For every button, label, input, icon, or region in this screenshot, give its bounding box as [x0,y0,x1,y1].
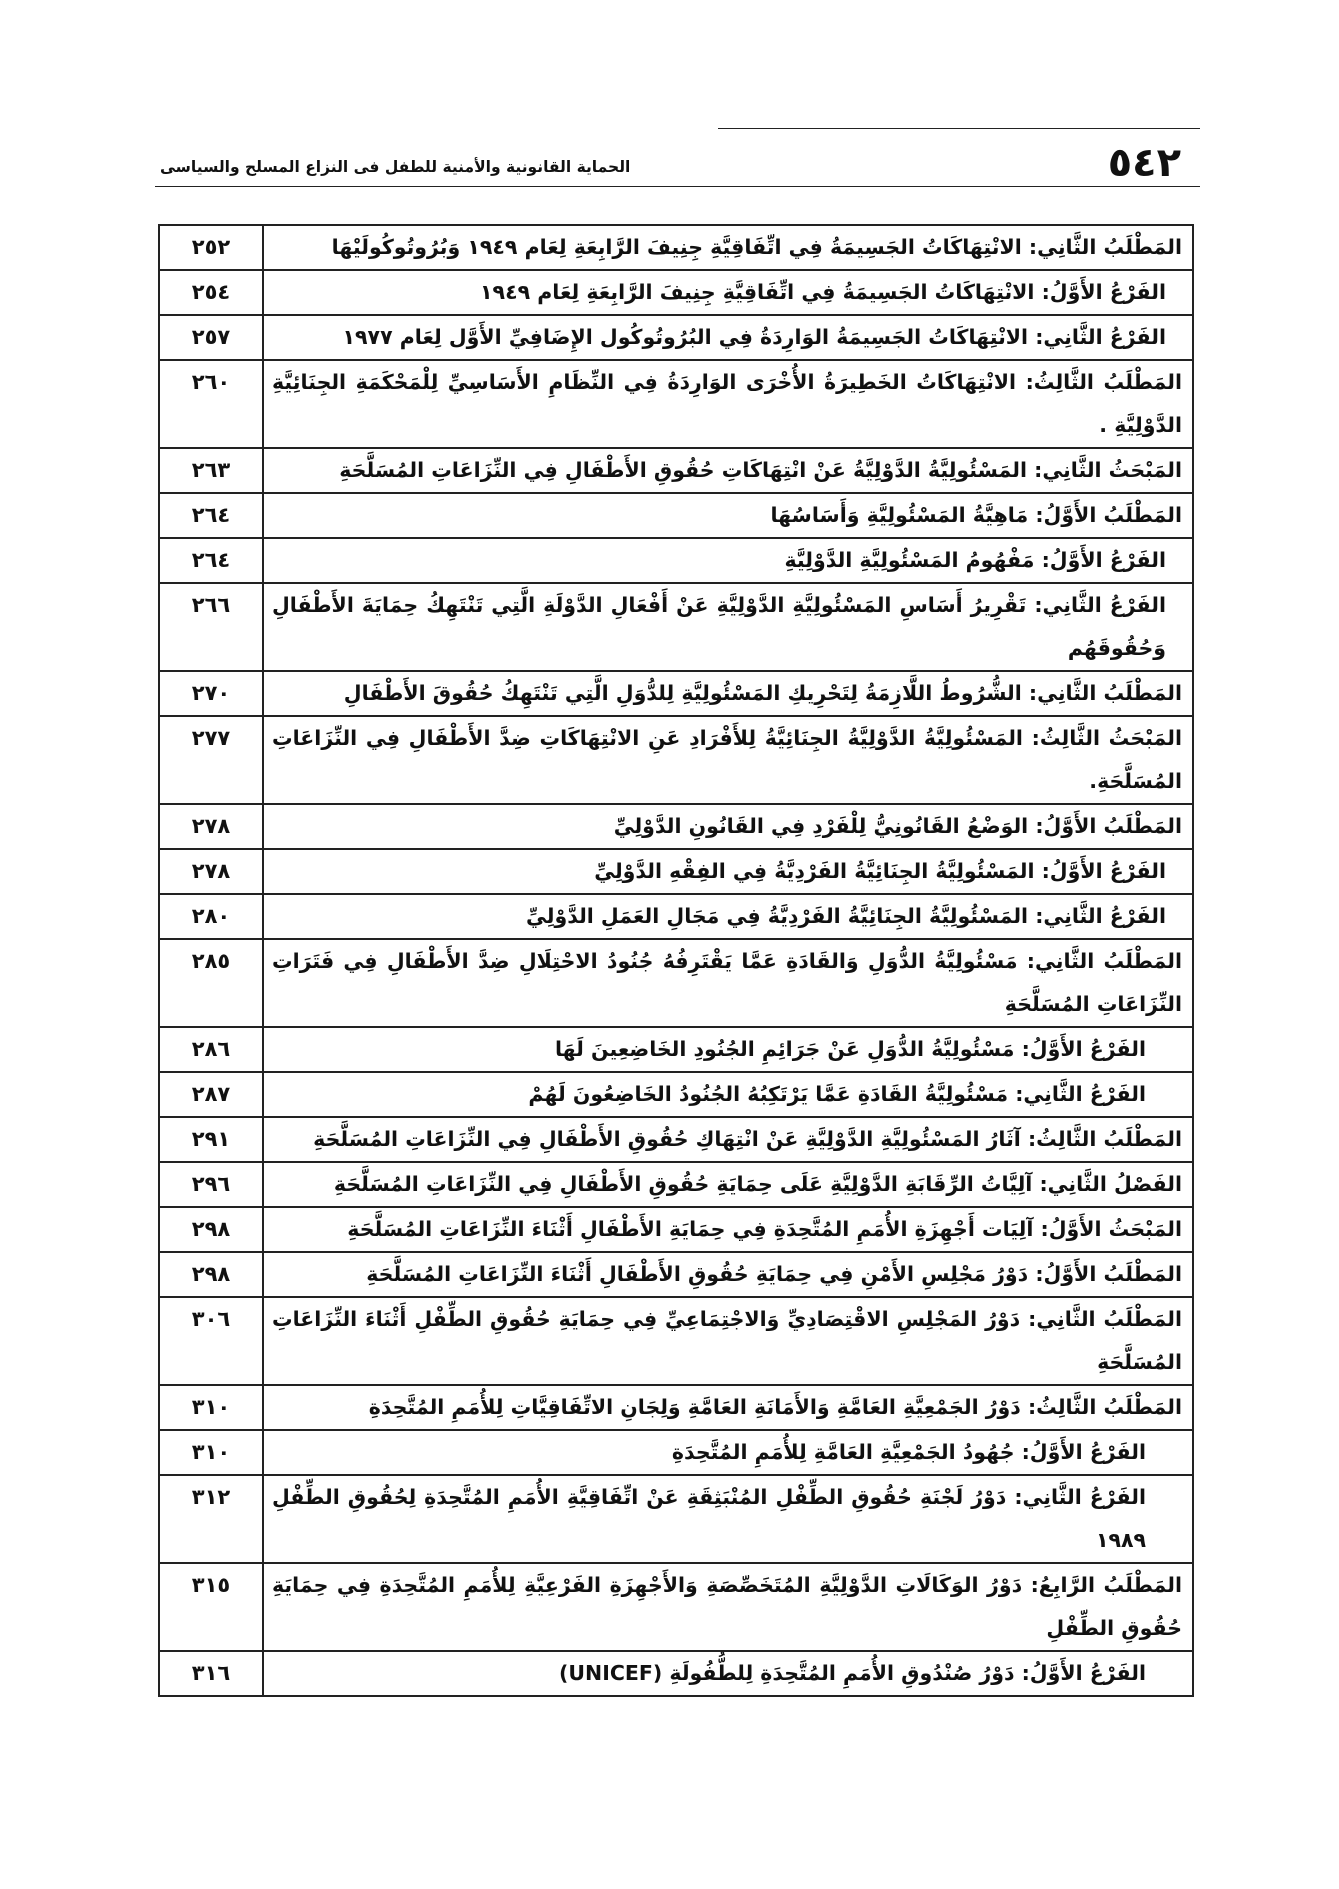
toc-entry-title: المَبْحَثُ الأَوَّلُ: آلِيَات أَجْهِزَةِ الأُمَمِ المُتَّحِدَةِ فِي حِمَايَةِ الأَطْفَالِ أَثْنَاءَ النِّزَاعَاتِ المُسَلَّحَةِ [263,1207,1193,1252]
toc-row [159,939,1193,1027]
toc-entry-title: المَبْحَثُ الثَّالِثُ: المَسْئُولِيَّةُ الدَّوْلِيَّةُ الجِنَائِيَّةُ لِلأَفْرَادِ عَنِ الانْتِهَاكَاتِ ضِدَّ الأَطْفَالِ فِي النِّزَاعَاتِ المُسَلَّحَةِ. [263,716,1193,804]
toc-entry-title: المَطْلَبُ الأَوَّلُ: دَوْرُ مَجْلِسِ الأَمْنِ فِي حِمَايَةِ حُقُوقِ الأَطْفَالِ أَثْنَاءَ النِّزَاعَاتِ المُسَلَّحَةِ [263,1252,1193,1297]
toc-entry-page: ٣١٠ [159,1430,263,1475]
toc-entry-page: ٢٦٦ [159,583,263,671]
toc-entry-page: ٢٩٦ [159,1162,263,1207]
toc-row [159,716,1193,804]
toc-entry-page: ٣١٠ [159,1385,263,1430]
toc-entry-page: ٢٥٤ [159,270,263,315]
toc-entry-title: المَطْلَبُ الرَّابِعُ: دَوْرُ الوَكَالَاتِ الدَّوْلِيَّةِ المُتَخَصِّصَةِ وَالأَجْهِزَةِ الفَرْعِيَّةِ لِلأُمَمِ المُتَّحِدَةِ فِي حِمَايَةِ حُقُوقِ الطِّفْلِ [263,1563,1193,1651]
toc-row [159,849,1193,894]
toc-entry-page: ٢٩٨ [159,1252,263,1297]
toc-entry-title: المَطْلَبُ الأَوَّلُ: الوَضْعُ القَانُونِيُّ لِلْفَرْدِ فِي القَانُونِ الدَّوْلِيِّ [263,804,1193,849]
toc-entry-page: ٢٧٧ [159,716,263,804]
toc-entry-page: ٣١٥ [159,1563,263,1651]
toc-row [159,1297,1193,1385]
toc-entry-title: المَطْلَبُ الثَّانِي: الشُّرُوطُ اللَّازِمَةُ لِتَحْرِيكِ المَسْئُولِيَّةِ لِلدُّوَلِ الَّتِي تَنْتَهِكُ حُقُوقَ الأَطْفَالِ [263,671,1193,716]
toc-entry-page: ٢٦٠ [159,360,263,448]
toc-row [159,1162,1193,1207]
toc-row [159,270,1193,315]
toc-entry-title: المَطْلَبُ الثَّالِثُ: دَوْرُ الجَمْعِيَّةِ العَامَّةِ وَالأَمَانَةِ العَامَّةِ وَلِجَانِ الاتِّفَاقِيَّاتِ لِلأُمَمِ المُتَّحِدَةِ [263,1385,1193,1430]
toc-entry-title: المَطْلَبُ الثَّانِي: مَسْئُولِيَّةُ الدُّوَلِ وَالقَادَةِ عَمَّا يَقْتَرِفُهُ جُنُودُ الاحْتِلَالِ ضِدَّ الأَطْفَالِ فِي فَتَرَاتِ النِّزَاعَاتِ المُسَلَّحَةِ [263,939,1193,1027]
toc-entry-title: المَطْلَبُ الثَّانِي: دَوْرُ المَجْلِسِ الاقْتِصَادِيِّ وَالاجْتِمَاعِيِّ فِي حِمَايَةِ حُقُوقِ الطِّفْلِ أَثْنَاءَ النِّزَاعَاتِ المُسَلَّحَةِ [263,1297,1193,1385]
toc-entry-title: المَطْلَبُ الثَّالِثُ: آثَارُ المَسْئُولِيَّةِ الدَّوْلِيَّةِ عَنْ انْتِهَاكِ حُقُوقِ الأَطْفَالِ فِي النِّزَاعَاتِ المُسَلَّحَةِ [263,1117,1193,1162]
toc-row [159,583,1193,671]
toc-entry-title: الفَرْعُ الثَّانِي: تَقْرِيرُ أَسَاسِ المَسْئُولِيَّةِ الدَّوْلِيَّةِ عَنْ أَفْعَالِ الدَّوْلَةِ الَّتِي تَنْتَهِكُ حِمَايَةَ الأَطْفَالِ وَحُقُوقَهُم [263,583,1193,671]
toc-row [159,315,1193,360]
toc-row [159,671,1193,716]
toc-row [159,1475,1193,1563]
toc-row [159,448,1193,493]
toc-entry-page: ٢٨٠ [159,894,263,939]
table-of-contents [158,224,1194,1697]
toc-entry-title: الفَرْعُ الثَّانِي: دَوْرُ لَجْنَةِ حُقُوقِ الطِّفْلِ المُنْبَثِقَةِ عَنْ اتِّفَاقِيَّةِ الأُمَمِ المُتَّحِدَةِ لِحُقُوقِ الطِّفْلِ ١٩٨٩ [263,1475,1193,1563]
toc-entry-page: ٢٥٢ [159,225,263,270]
toc-row [159,1385,1193,1430]
toc-row [159,1563,1193,1651]
toc-entry-title: الفَرْعُ الأَوَّلُ: المَسْئُولِيَّةُ الجِنَائِيَّةُ الفَرْدِيَّةُ فِي الفِقْهِ الدَّوْلِيِّ [263,849,1193,894]
toc-row [159,1027,1193,1072]
toc-entry-page: ٣٠٦ [159,1297,263,1385]
toc-row [159,804,1193,849]
toc-entry-page: ٢٦٤ [159,538,263,583]
toc-entry-title: المَبْحَثُ الثَّانِي: المَسْئُولِيَّةُ الدَّوْلِيَّةُ عَنْ انْتِهَاكَاتِ حُقُوقِ الأَطْفَالِ فِي النِّزَاعَاتِ المُسَلَّحَةِ [263,448,1193,493]
toc-entry-title: الفَرْعُ الأَوَّلُ: دَوْرُ صُنْدُوقِ الأُمَمِ المُتَّحِدَةِ لِلطُّفُولَةِ (UNICEF) [263,1651,1193,1696]
toc-row [159,360,1193,448]
toc-entry-title: الفَصْلُ الثَّانِي: آلِيَّاتُ الرِّقَابَةِ الدَّوْلِيَّةِ عَلَى حِمَايَةِ حُقُوقِ الأَطْفَالِ فِي النِّزَاعَاتِ المُسَلَّحَةِ [263,1162,1193,1207]
running-title: الحماية القانونية والأمنية للطفل فى النزاع المسلح والسياسى [160,158,631,176]
toc-entry-page: ٢٥٧ [159,315,263,360]
toc-entry-title: الفَرْعُ الأَوَّلُ: الانْتِهَاكَاتُ الجَسِيمَةُ فِي اتِّفَاقِيَّةِ جِنِيفَ الرَّابِعَةِ لِعَام ١٩٤٩ [263,270,1193,315]
page-number: ٥٤٢ [1107,140,1181,186]
toc-entry-page: ٢٨٦ [159,1027,263,1072]
toc-entry-page: ٢٧٨ [159,849,263,894]
header-top-rule [718,128,1200,129]
toc-entry-page: ٢٦٣ [159,448,263,493]
toc-entry-title: الفَرْعُ الثَّانِي: المَسْئُولِيَّةُ الجِنَائِيَّةُ الفَرْدِيَّةُ فِي مَجَالِ العَمَلِ الدَّوْلِيِّ [263,894,1193,939]
header-rule [155,186,1200,187]
toc-entry-page: ٢٧٨ [159,804,263,849]
toc-entry-title: الفَرْعُ الثَّانِي: الانْتِهَاكَاتُ الجَسِيمَةُ الوَارِدَةُ فِي البُرُوتُوكُول الإِضَافِيِّ الأَوَّل لِعَام ١٩٧٧ [263,315,1193,360]
toc-entry-page: ٣١٦ [159,1651,263,1696]
toc-entry-title: الفَرْعُ الثَّانِي: مَسْئُولِيَّةُ القَادَةِ عَمَّا يَرْتَكِبُهُ الجُنُودُ الخَاضِعُونَ لَهُمْ [263,1072,1193,1117]
toc-row [159,1072,1193,1117]
toc-entry-page: ٢٦٤ [159,493,263,538]
toc-entry-title: الفَرْعُ الأَوَّلُ: جُهُودُ الجَمْعِيَّةِ العَامَّةِ لِلأُمَمِ المُتَّحِدَةِ [263,1430,1193,1475]
toc-entry-page: ٢٩٨ [159,1207,263,1252]
toc-entry-page: ٢٧٠ [159,671,263,716]
toc-entry-title: الفَرْعُ الأَوَّلُ: مَفْهُومُ المَسْئُولِيَّةِ الدَّوْلِيَّةِ [263,538,1193,583]
toc-row [159,1117,1193,1162]
toc-row [159,493,1193,538]
toc-entry-title: المَطْلَبُ الثَّانِي: الانْتِهَاكَاتُ الجَسِيمَةُ فِي اتِّفَاقِيَّةِ جِنِيفَ الرَّابِعَةِ لِعَام ١٩٤٩ وَبُرُوتُوكُولَيْهَا [263,225,1193,270]
toc-entry-page: ٢٨٧ [159,1072,263,1117]
toc-row [159,1430,1193,1475]
toc-entry-page: ٣١٢ [159,1475,263,1563]
toc-row [159,1207,1193,1252]
toc-entry-page: ٢٨٥ [159,939,263,1027]
toc-row [159,894,1193,939]
toc-row [159,1651,1193,1696]
toc-entry-title: الفَرْعُ الأَوَّلُ: مَسْئُولِيَّةُ الدُّوَلِ عَنْ جَرَائِمِ الجُنُودِ الخَاضِعِينَ لَهَا [263,1027,1193,1072]
toc-entry-title: المَطْلَبُ الثَّالِثُ: الانْتِهَاكَاتُ الخَطِيرَةُ الأُخْرَى الوَارِدَةُ فِي النِّظَامِ الأَسَاسِيِّ لِلْمَحْكَمَةِ الجِنَائِيَّةِ الدَّوْلِيَّةِ . [263,360,1193,448]
toc-entry-title: المَطْلَبُ الأَوَّلُ: مَاهِيَّةُ المَسْئُولِيَّةِ وَأَسَاسُهَا [263,493,1193,538]
toc-entry-page: ٢٩١ [159,1117,263,1162]
toc-row [159,225,1193,270]
toc-row [159,538,1193,583]
toc-row [159,1252,1193,1297]
